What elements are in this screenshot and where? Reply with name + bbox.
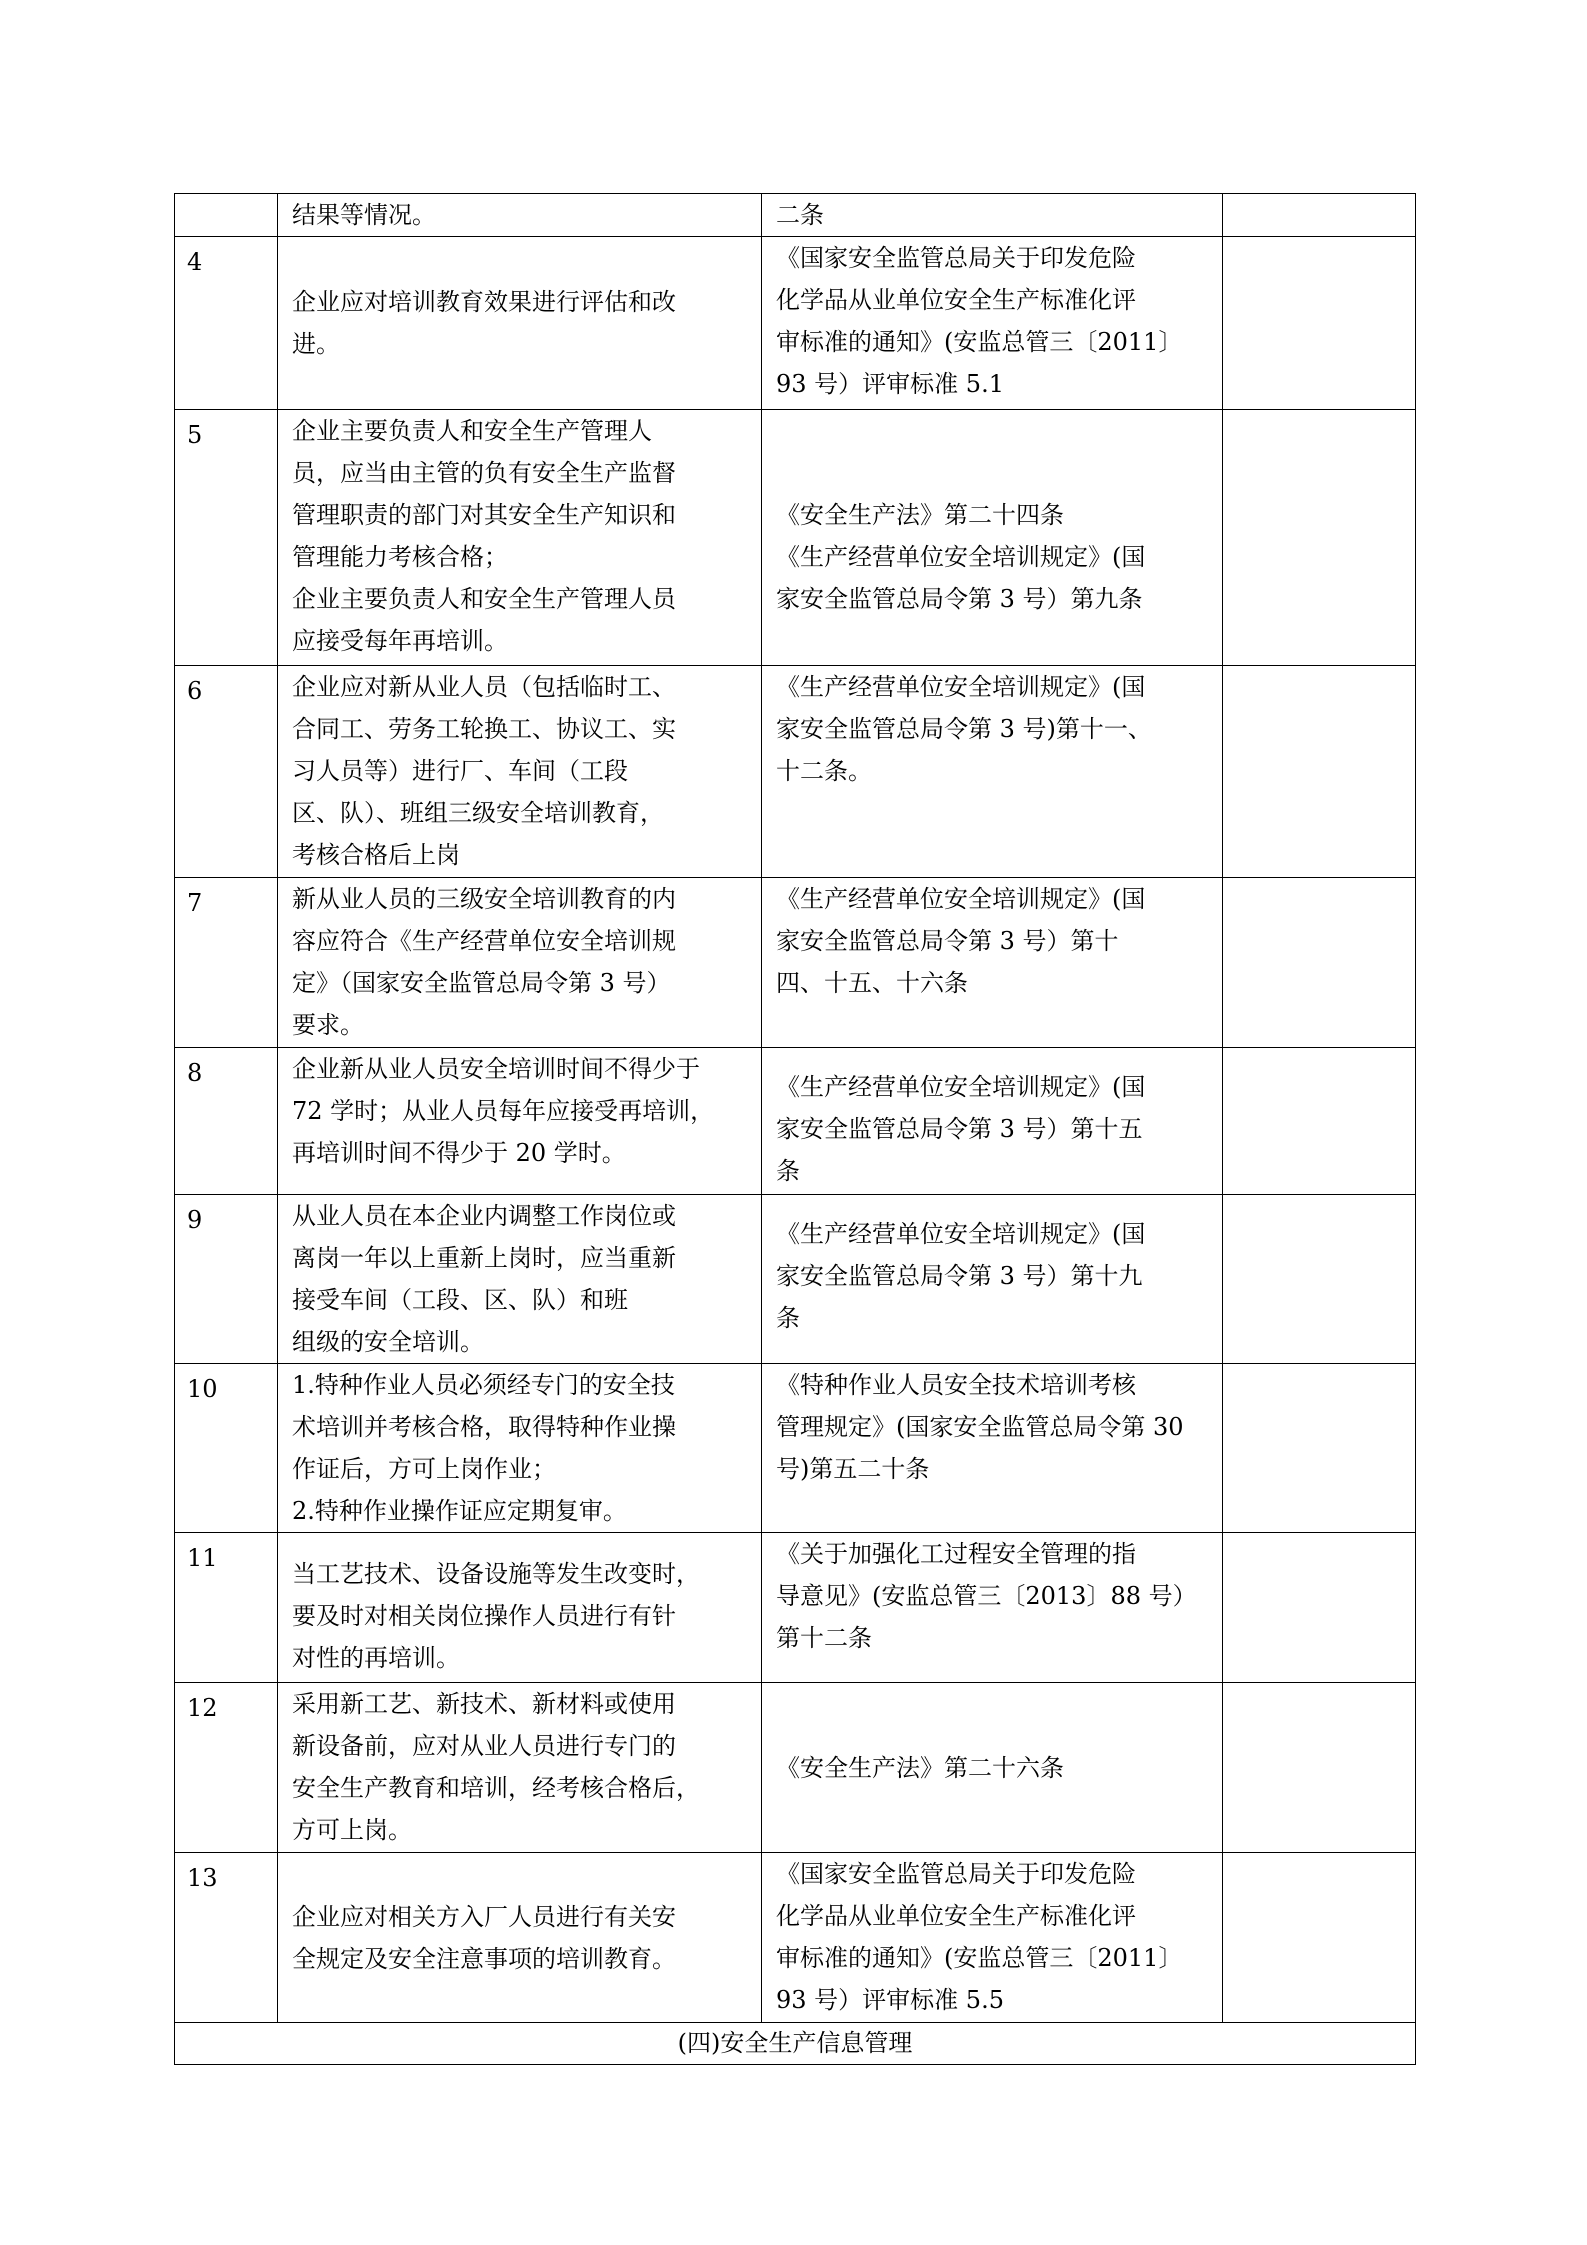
row-number-cell: 8 [175, 1048, 278, 1195]
remark-cell [1223, 410, 1416, 666]
basis-cell: 《特种作业人员安全技术培训考核 管理规定》(国家安全监管总局令第 30 号)第五二十条 [762, 1364, 1223, 1533]
row-number-cell: 12 [175, 1683, 278, 1853]
basis-cell: 《关于加强化工过程安全管理的指 导意见》(安监总管三〔2013〕88 号） 第十二条 [762, 1533, 1223, 1683]
remark-cell [1223, 1683, 1416, 1853]
requirement-cell: 从业人员在本企业内调整工作岗位或 离岗一年以上重新上岗时，应当重新 接受车间（工段、区、队）和班 组级的安全培训。 [278, 1195, 762, 1364]
requirement-cell: 当工艺技术、设备设施等发生改变时， 要及时对相关岗位操作人员进行有针 对性的再培训。 [278, 1533, 762, 1683]
requirement-cell: 新从业人员的三级安全培训教育的内 容应符合《生产经营单位安全培训规 定》（国家安全监管总局令第 3 号） 要求。 [278, 878, 762, 1048]
basis-cell: 《生产经营单位安全培训规定》(国 家安全监管总局令第 3 号）第十 四、十五、十六条 [762, 878, 1223, 1048]
remark-cell [1223, 878, 1416, 1048]
requirement-cell: 企业应对培训教育效果进行评估和改 进。 [278, 237, 762, 410]
table-row [175, 1853, 1416, 2023]
row-number-cell: 5 [175, 410, 278, 666]
table-row [175, 194, 1416, 237]
remark-cell [1223, 1364, 1416, 1533]
table-row [175, 1048, 1416, 1195]
table-row [175, 1683, 1416, 1853]
remark-cell [1223, 1048, 1416, 1195]
section-title: (四)安全生产信息管理 [175, 2023, 1416, 2065]
remark-cell [1223, 1195, 1416, 1364]
row-number-cell: 7 [175, 878, 278, 1048]
basis-cell: 《安全生产法》第二十四条 《生产经营单位安全培训规定》(国 家安全监管总局令第 3 号）第九条 [762, 410, 1223, 666]
remark-cell [1223, 194, 1416, 237]
requirement-cell: 企业应对新从业人员（包括临时工、 合同工、劳务工轮换工、协议工、实 习人员等）进行厂、车间（工段 区、队）、班组三级安全培训教育， 考核合格后上岗 [278, 666, 762, 878]
basis-cell: 《安全生产法》第二十六条 [762, 1683, 1223, 1853]
requirement-cell: 采用新工艺、新技术、新材料或使用 新设备前，应对从业人员进行专门的 安全生产教育和培训，经考核合格后， 方可上岗。 [278, 1683, 762, 1853]
row-number-cell: 9 [175, 1195, 278, 1364]
remark-cell [1223, 237, 1416, 410]
basis-cell: 二条 [762, 194, 1223, 237]
section-row [175, 2023, 1416, 2065]
table-row [175, 1364, 1416, 1533]
requirement-cell: 1.特种作业人员必须经专门的安全技 术培训并考核合格，取得特种作业操 作证后，方可上岗作业； 2.特种作业操作证应定期复审。 [278, 1364, 762, 1533]
table-row [175, 410, 1416, 666]
row-number-cell: 6 [175, 666, 278, 878]
row-number-cell: 11 [175, 1533, 278, 1683]
table-row [175, 878, 1416, 1048]
requirement-cell: 企业应对相关方入厂人员进行有关安 全规定及安全注意事项的培训教育。 [278, 1853, 762, 2023]
row-number-cell: 10 [175, 1364, 278, 1533]
row-number-cell: 13 [175, 1853, 278, 2023]
basis-cell: 《生产经营单位安全培训规定》(国 家安全监管总局令第 3 号)第十一、 十二条。 [762, 666, 1223, 878]
table-row [175, 237, 1416, 410]
basis-cell: 《国家安全监管总局关于印发危险 化学品从业单位安全生产标准化评 审标准的通知》(安监总管三〔2011〕 93 号）评审标准 5.5 [762, 1853, 1223, 2023]
requirement-cell: 企业主要负责人和安全生产管理人 员，应当由主管的负有安全生产监督 管理职责的部门对其安全生产知识和 管理能力考核合格； 企业主要负责人和安全生产管理人员 应接受每年再培训。 [278, 410, 762, 666]
table-row [175, 1533, 1416, 1683]
basis-cell: 《国家安全监管总局关于印发危险 化学品从业单位安全生产标准化评 审标准的通知》(安监总管三〔2011〕 93 号）评审标准 5.1 [762, 237, 1223, 410]
requirement-cell: 结果等情况。 [278, 194, 762, 237]
row-number-cell: 4 [175, 237, 278, 410]
basis-cell: 《生产经营单位安全培训规定》(国 家安全监管总局令第 3 号）第十九 条 [762, 1195, 1223, 1364]
requirement-cell: 企业新从业人员安全培训时间不得少于 72 学时；从业人员每年应接受再培训， 再培训时间不得少于 20 学时。 [278, 1048, 762, 1195]
remark-cell [1223, 666, 1416, 878]
regulation-table [174, 193, 1416, 2065]
remark-cell [1223, 1533, 1416, 1683]
table-row [175, 666, 1416, 878]
basis-cell: 《生产经营单位安全培训规定》(国 家安全监管总局令第 3 号）第十五 条 [762, 1048, 1223, 1195]
row-number-cell [175, 194, 278, 237]
remark-cell [1223, 1853, 1416, 2023]
table-row [175, 1195, 1416, 1364]
